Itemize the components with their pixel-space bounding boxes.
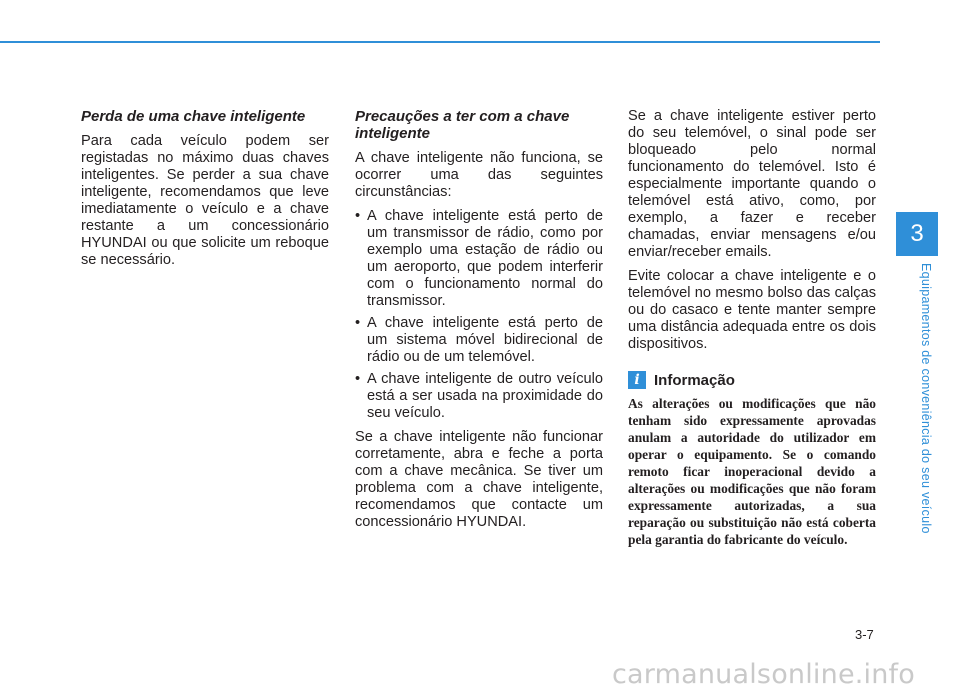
info-icon: i [628,371,646,389]
paragraph-separate-pocket: Evite colocar a chave inteligente e o telemóvel no mesmo bolso das calças ou do casaco e tente manter sempre uma distância adequada entre os dois dispositivos. [628,268,876,352]
paragraph-precautions-closing: Se a chave inteligente não funcionar corretamente, abra e feche a porta com a chave mecânica. Se tiver um problema com a chave inteligente, recomendamos que contacte um concessionário HYUNDAI. [355,429,603,530]
info-text: As alterações ou modificações que não tenham sido expressamente aprovadas anulam a autoridade do utilizador em operar o equipamento. Se o comando remoto ficar inoperacional devido a alterações ou modificações que não foram expressamente autorizadas, a sua reparação ou substituição não está coberta pela garantia do fabricante do veículo. [628,396,876,547]
watermark: carmanualsonline.info [612,659,915,690]
list-item: • A chave inteligente de outro veículo está a ser usada na proximidade do seu veículo. [355,371,603,422]
chapter-title: Equipamentos de conveniência do seu veículo [919,263,933,534]
header-rule [0,41,880,43]
precautions-list [355,208,603,422]
column-left [81,108,329,276]
chapter-tab: 3 [896,212,938,256]
page-number: 3-7 [855,627,874,642]
paragraph-precautions-intro: A chave inteligente não funciona, se ocorrer uma das seguintes circunstâncias: [355,150,603,200]
info-header [628,371,876,389]
list-item: • A chave inteligente está perto de um sistema móvel bidirecional de rádio ou de um telemóvel. [355,315,603,366]
paragraph-lost-key: Para cada veículo podem ser registadas no máximo duas chaves inteligentes. Se perder a sua chave inteligente, recomendamos que leve imediatamente o veículo e a chave restante a um concessionário HYUNDAI ou que solicite um reboque se necessário. [81,133,329,268]
paragraph-phone-interference: Se a chave inteligente estiver perto do seu telemóvel, o sinal pode ser bloqueado pelo normal funcionamento do telemóvel. Isto é especialmente importante quando o telemóvel está ativo, como, por exemplo, a fazer e receber chamadas, enviar mensagens e/ou enviar/receber emails. [628,108,876,260]
column-middle [355,108,603,538]
list-item: • A chave inteligente está perto de um transmissor de rádio, como por exemplo uma estação de rádio ou um aeroporto, que podem interferir com o funcionamento normal do transmissor. [355,208,603,310]
info-title: Informação [654,371,735,389]
column-right [628,108,876,555]
heading-precautions: Precauções a ter com a chave inteligente [355,108,570,142]
heading-lost-key: Perda de uma chave inteligente [81,108,306,125]
